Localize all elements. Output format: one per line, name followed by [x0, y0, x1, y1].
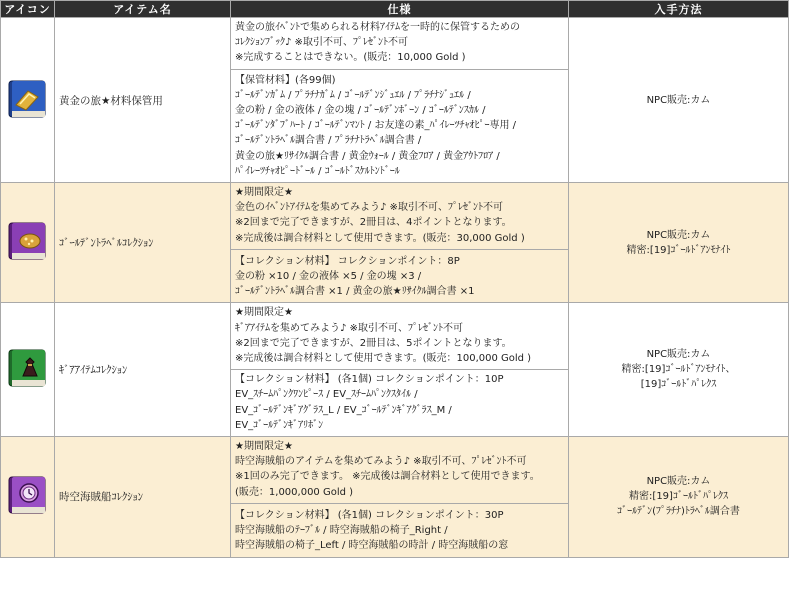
- spec-line: EV_ｽﾁｰﾑﾊﾟﾝｸﾜﾝﾋﾟｰｽ / EV_ｽﾁｰﾑﾊﾟﾝｸｽﾀｲﾙ /: [235, 389, 418, 401]
- spec-line: 時空海賊船の椅子_Left / 時空海賊船の時計 / 時空海賊船の窓: [235, 540, 509, 552]
- spec-line: 【コレクション材料】 (各1個) コレクションポイント：10P: [235, 374, 504, 386]
- spec-materials: [231, 503, 568, 557]
- spec-line: ※完成後は調合材料として使用できます。(販売：30,000 Gold ): [235, 232, 525, 244]
- table-row: [1, 437, 789, 557]
- icon-cell: [1, 303, 55, 437]
- spec-materials: [231, 69, 568, 182]
- spec-description: [231, 437, 568, 503]
- spec-line: ★期間限定★: [235, 441, 293, 453]
- method-line: 精密:[19]ｺﾞｰﾙﾄﾞﾊﾟﾚｸｽ: [629, 491, 728, 503]
- spec-line: ｺﾞｰﾙﾃﾞﾝﾀﾞﾌﾞﾊｰﾄ / ｺﾞｰﾙﾃﾞﾝﾏﾝﾄ / お友達の素_ﾊﾟｲﾚｰﾂﾁｬｵﾋﾟｰ専用 /: [235, 120, 517, 132]
- method-line: [19]ｺﾞｰﾙﾄﾞﾊﾟﾚｸｽ: [640, 379, 717, 391]
- spec-materials: [231, 369, 568, 436]
- spec-line: ※2回まで完了できますが、2冊目は、4ポイントとなります。: [235, 217, 512, 229]
- spec-line: 金の粉 / 金の液体 / 金の塊 / ｺﾞｰﾙﾃﾞﾝﾎﾞｰﾝ / ｺﾞｰﾙﾃﾞﾝｽｶﾙ /: [235, 105, 486, 117]
- spec-line: EV_ｺﾞｰﾙﾃﾞﾝｷﾞｱﾘﾎﾞﾝ: [235, 419, 324, 431]
- icon-cell: [1, 183, 55, 303]
- icon-cell: [1, 18, 55, 183]
- table-row: [1, 18, 789, 183]
- item-name: ｺﾞｰﾙﾃﾞﾝﾄﾗﾍﾞﾙｺﾚｸｼｮﾝ: [55, 183, 231, 303]
- item-name: 時空海賊船ｺﾚｸｼｮﾝ: [55, 437, 231, 557]
- spec-line: 【コレクション材料】 コレクションポイント：8P: [235, 255, 460, 267]
- spec-line: 時空海賊船のアイテムを集めてみよう♪ ※取引不可、ﾌﾟﾚｾﾞﾝﾄ不可: [235, 456, 527, 468]
- spec-line: ｺﾞｰﾙﾃﾞﾝﾄﾗﾍﾞﾙ調合書 ×1 / 黄金の旅★ﾘｻｲｸﾙ調合書 ×1: [235, 286, 475, 298]
- spec-line: 金の粉 ×10 / 金の液体 ×5 / 金の塊 ×3 /: [235, 271, 422, 283]
- method-cell: [569, 437, 789, 557]
- spec-line: ｺﾚｸｼｮﾝﾌﾞｯｸ♪ ※取引不可、ﾌﾟﾚｾﾞﾝﾄ不可: [235, 37, 408, 49]
- icon-cell: [1, 437, 55, 557]
- spec-line: ※1回のみ完了できます。 ※完成後は調合材料として使用できます。: [235, 471, 540, 483]
- spec-line: ★期間限定★: [235, 187, 293, 199]
- header-icon: アイコン: [1, 1, 55, 18]
- spec-description: [231, 183, 568, 249]
- purple-book-gold-powder-icon: [6, 219, 50, 263]
- spec-line: ★期間限定★: [235, 307, 293, 319]
- method-cell: [569, 18, 789, 183]
- method-line: NPC販売:カム: [646, 349, 711, 361]
- spec-cell: [231, 437, 569, 557]
- spec-line: 【保管材料】(各99個): [235, 74, 336, 86]
- table-row: [1, 183, 789, 303]
- spec-cell: [231, 183, 569, 303]
- spec-description: [231, 18, 568, 69]
- header-spec: 仕様: [231, 1, 569, 18]
- method-line: 精密:[19]ｺﾞｰﾙﾄﾞｱﾝﾓﾅｲﾄ: [626, 244, 731, 256]
- spec-description: [231, 303, 568, 369]
- spec-line: 時空海賊船のﾃｰﾌﾞﾙ / 時空海賊船の椅子_Right /: [235, 525, 448, 537]
- spec-materials: [231, 249, 568, 303]
- spec-line: ※完成後は調合材料として使用できます。(販売：100,000 Gold ): [235, 353, 532, 365]
- spec-line: ※2回まで完了できますが、2冊目は、5ポイントとなります。: [235, 337, 512, 349]
- method-line: ｺﾞｰﾙﾃﾞﾝ(ﾌﾟﾗﾁﾅ)ﾄﾗﾍﾞﾙ調合書: [617, 506, 740, 518]
- green-book-dress-icon: [6, 346, 50, 390]
- method-line: 精密:[19]ｺﾞｰﾙﾄﾞｱﾝﾓﾅｲﾄ、: [621, 364, 736, 376]
- spec-line: ｺﾞｰﾙﾃﾞﾝｶﾞﾑ / ﾌﾟﾗﾁﾅｶﾞﾑ / ｺﾞｰﾙﾃﾞﾝｼﾞｭｴﾙ / ﾌﾟﾗﾁﾅｼﾞｭｴﾙ /: [235, 89, 471, 101]
- spec-line: ﾊﾟｲﾚｰﾂﾁｬｵﾋﾟｰﾄﾞｰﾙ / ｺﾞｰﾙﾄﾞｽｹﾙﾄﾝﾄﾞｰﾙ: [235, 165, 400, 177]
- method-line: NPC販売:カム: [646, 229, 711, 241]
- table-row: [1, 303, 789, 437]
- spec-cell: [231, 303, 569, 437]
- header-method: 入手方法: [569, 1, 789, 18]
- method-cell: [569, 303, 789, 437]
- blue-book-gold-item-icon: [6, 77, 50, 121]
- method-line: NPC販売:カム: [646, 476, 711, 488]
- spec-cell: [231, 18, 569, 183]
- spec-line: ※完成することはできない。(販売：10,000 Gold ): [235, 52, 466, 64]
- item-name: ｷﾞｱｱｲﾃﾑｺﾚｸｼｮﾝ: [55, 303, 231, 437]
- spec-line: ｷﾞｱｱｲﾃﾑを集めてみよう♪ ※取引不可、ﾌﾟﾚｾﾞﾝﾄ不可: [235, 322, 463, 334]
- item-name: 黄金の旅★材料保管用: [55, 18, 231, 183]
- header-item-name: アイテム名: [55, 1, 231, 18]
- purple-book-clock-icon: [6, 473, 50, 517]
- spec-line: ｺﾞｰﾙﾃﾞﾝﾄﾗﾍﾞﾙ調合書 / ﾌﾟﾗﾁﾅﾄﾗﾍﾞﾙ調合書 /: [235, 135, 422, 147]
- spec-line: 黄金の旅ｲﾍﾞﾝﾄで集められる材料ｱｲﾃﾑを一時的に保管するための: [235, 22, 520, 33]
- method-cell: [569, 183, 789, 303]
- spec-line: 金色のｲﾍﾞﾝﾄｱｲﾃﾑを集めてみよう♪ ※取引不可、ﾌﾟﾚｾﾞﾝﾄ不可: [235, 202, 503, 214]
- header-row: [1, 1, 789, 18]
- method-line: NPC販売:カム: [646, 94, 711, 106]
- spec-line: 【コレクション材料】 (各1個) コレクションポイント：30P: [235, 509, 504, 521]
- spec-line: 黄金の旅★ﾘｻｲｸﾙ調合書 / 黄金ｳｫｰﾙ / 黄金ﾌﾛｱ / 黄金ｱｳﾄﾌﾛｱ /: [235, 150, 500, 162]
- spec-line: EV_ｺﾞｰﾙﾃﾞﾝｷﾞｱｸﾞﾗｽ_L / EV_ｺﾞｰﾙﾃﾞﾝｷﾞｱｸﾞﾗｽ_M /: [235, 404, 452, 416]
- spec-line: (販売：1,000,000 Gold ): [235, 486, 354, 498]
